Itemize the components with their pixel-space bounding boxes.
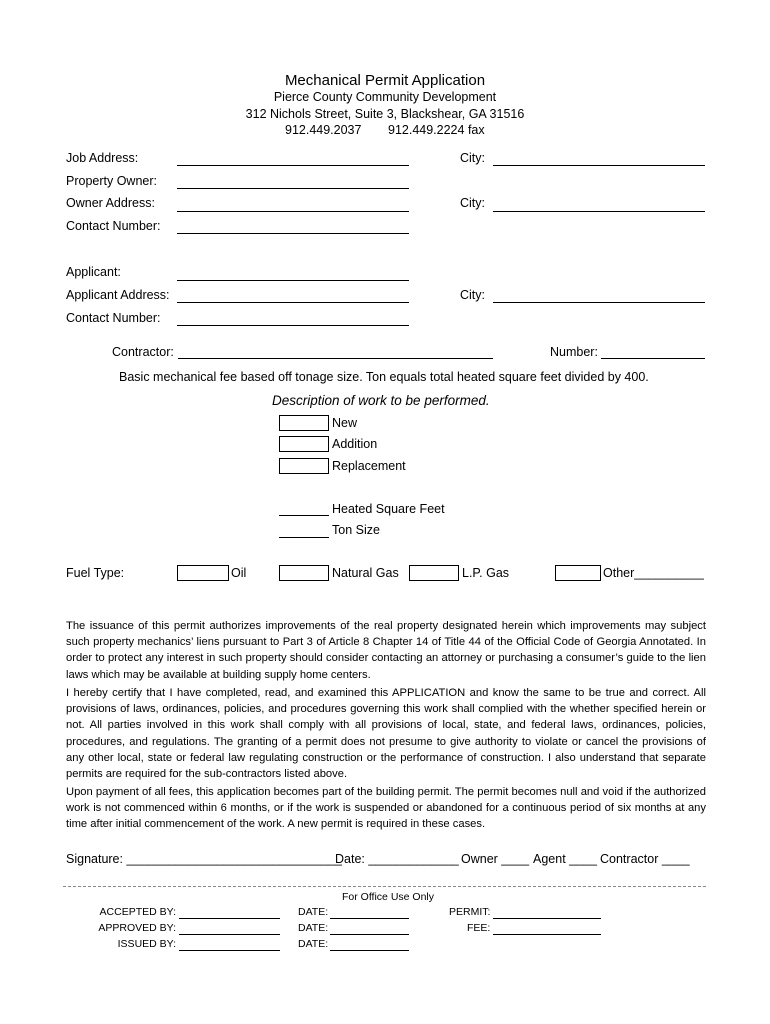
property-owner-field[interactable] — [177, 188, 409, 189]
replacement-option-label: Replacement — [332, 459, 406, 473]
phone-number: 912.449.2037 — [285, 123, 362, 137]
owner-city-field[interactable] — [493, 211, 705, 212]
oil-label: Oil — [231, 566, 247, 580]
job-city-field[interactable] — [493, 165, 705, 166]
lien-notice-paragraph: The issuance of this permit authorizes improvements of the real property designated herein which improvements may subject such property mechanics’ liens pursuant to Part 3 of Article 8 Chapter 14 of Title 44 of the Official Code of Georgia Annotated. In order to protect any interest in such property should consider contacting an attorney or purchasing a consumer’s guide to the lien laws which may be available at building supply home centers. — [66, 620, 706, 681]
heated-sqft-field[interactable] — [279, 515, 329, 516]
approved-by-field[interactable] — [179, 934, 280, 935]
office-use-heading: For Office Use Only — [342, 891, 434, 903]
contractor-mark[interactable]: Contractor ____ — [600, 852, 690, 866]
agent-mark[interactable]: Agent ____ — [533, 852, 597, 866]
new-checkbox[interactable] — [279, 415, 329, 431]
owner-city-label: City: — [460, 196, 485, 210]
job-city-label: City: — [460, 151, 485, 165]
contractor-label: Contractor: — [112, 345, 174, 359]
contractor-number-label: Number: — [550, 345, 598, 359]
lp-gas-checkbox[interactable] — [409, 565, 459, 581]
new-option-label: New — [332, 416, 358, 430]
issued-date-field[interactable] — [330, 950, 409, 951]
office-divider — [63, 886, 706, 887]
owner-mark[interactable]: Owner ____ — [461, 852, 530, 866]
lp-gas-label: L.P. Gas — [462, 566, 510, 580]
signature-line[interactable]: Signature: _______________________________ — [66, 852, 342, 866]
issued-date-label: DATE: — [298, 938, 329, 950]
accepted-date-label: DATE: — [298, 906, 329, 918]
payment-terms-paragraph: Upon payment of all fees, this application becomes part of the building permit. The permit becomes null and void if the authorized work is not commenced within 6 months, or if the work is suspended or abandoned for a continuous period of six months at any time after initial commencement of the work. A new permit is required in these cases. — [66, 786, 706, 831]
addition-option-label: Addition — [332, 437, 378, 451]
job-address-field[interactable] — [177, 165, 409, 166]
addition-checkbox[interactable] — [279, 436, 329, 452]
signature-date-line[interactable]: Date: _____________ — [335, 852, 459, 866]
other-fuel-checkbox[interactable] — [555, 565, 601, 581]
other-fuel-label: Other__________ — [603, 566, 704, 580]
fuel-type-label: Fuel Type: — [66, 566, 125, 580]
work-description-heading: Description of work to be performed. — [272, 393, 490, 408]
ton-size-field[interactable] — [279, 537, 329, 538]
owner-contact-field[interactable] — [177, 233, 409, 234]
approved-by-label: APPROVED BY: — [98, 922, 176, 934]
fax-number: 912.449.2224 fax — [388, 123, 485, 137]
natural-gas-checkbox[interactable] — [279, 565, 329, 581]
applicant-address-label: Applicant Address: — [66, 288, 170, 302]
applicant-field[interactable] — [177, 280, 409, 281]
owner-address-field[interactable] — [177, 211, 409, 212]
issued-by-label: ISSUED BY: — [117, 938, 176, 950]
applicant-contact-label: Contact Number: — [66, 311, 161, 325]
issued-by-field[interactable] — [179, 950, 280, 951]
oil-checkbox[interactable] — [177, 565, 229, 581]
contractor-number-field[interactable] — [601, 358, 705, 359]
contractor-field[interactable] — [178, 358, 493, 359]
accepted-by-field[interactable] — [179, 918, 280, 919]
applicant-city-field[interactable] — [493, 302, 705, 303]
form-title: Mechanical Permit Application — [284, 72, 486, 89]
applicant-label: Applicant: — [66, 265, 121, 279]
fee-label: FEE: — [467, 922, 491, 934]
approved-date-field[interactable] — [330, 934, 409, 935]
owner-contact-label: Contact Number: — [66, 219, 161, 233]
permit-field[interactable] — [493, 918, 601, 919]
property-owner-label: Property Owner: — [66, 174, 158, 188]
replacement-checkbox[interactable] — [279, 458, 329, 474]
certification-paragraph: I hereby certify that I have completed, read, and examined this APPLICATION and know the same to be true and correct. All provisions of laws, ordinances, policies, and procedures governing this work shall complied with the whether specified herein or not. All parties involved in this work shall comply with all provisions of local, state, and federal laws, ordinances, policies, procedures, and regulations. The granting of a permit does not presume to give authority to violate or cancel the provisions of any other local, state or federal law regulating construction or the performance of construction. I also understand that separate permits are required for the sub-contractors listed above. — [66, 687, 706, 781]
organization-address: 312 Nichols Street, Suite 3, Blackshear, GA 31516 — [245, 107, 525, 121]
natural-gas-label: Natural Gas — [332, 566, 399, 580]
ton-size-label: Ton Size — [332, 523, 380, 537]
accepted-date-field[interactable] — [330, 918, 409, 919]
fee-note: Basic mechanical fee based off tonage size. Ton equals total heated square feet divided by 400. — [119, 370, 649, 384]
owner-address-label: Owner Address: — [66, 196, 155, 210]
fee-field[interactable] — [493, 934, 601, 935]
applicant-city-label: City: — [460, 288, 485, 302]
job-address-label: Job Address: — [66, 151, 139, 165]
permit-label: PERMIT: — [449, 906, 491, 918]
approved-date-label: DATE: — [298, 922, 329, 934]
heated-sqft-label: Heated Square Feet — [332, 502, 445, 516]
organization-name: Pierce County Community Development — [273, 90, 497, 104]
applicant-contact-field[interactable] — [177, 325, 409, 326]
applicant-address-field[interactable] — [177, 302, 409, 303]
accepted-by-label: ACCEPTED BY: — [99, 906, 176, 918]
